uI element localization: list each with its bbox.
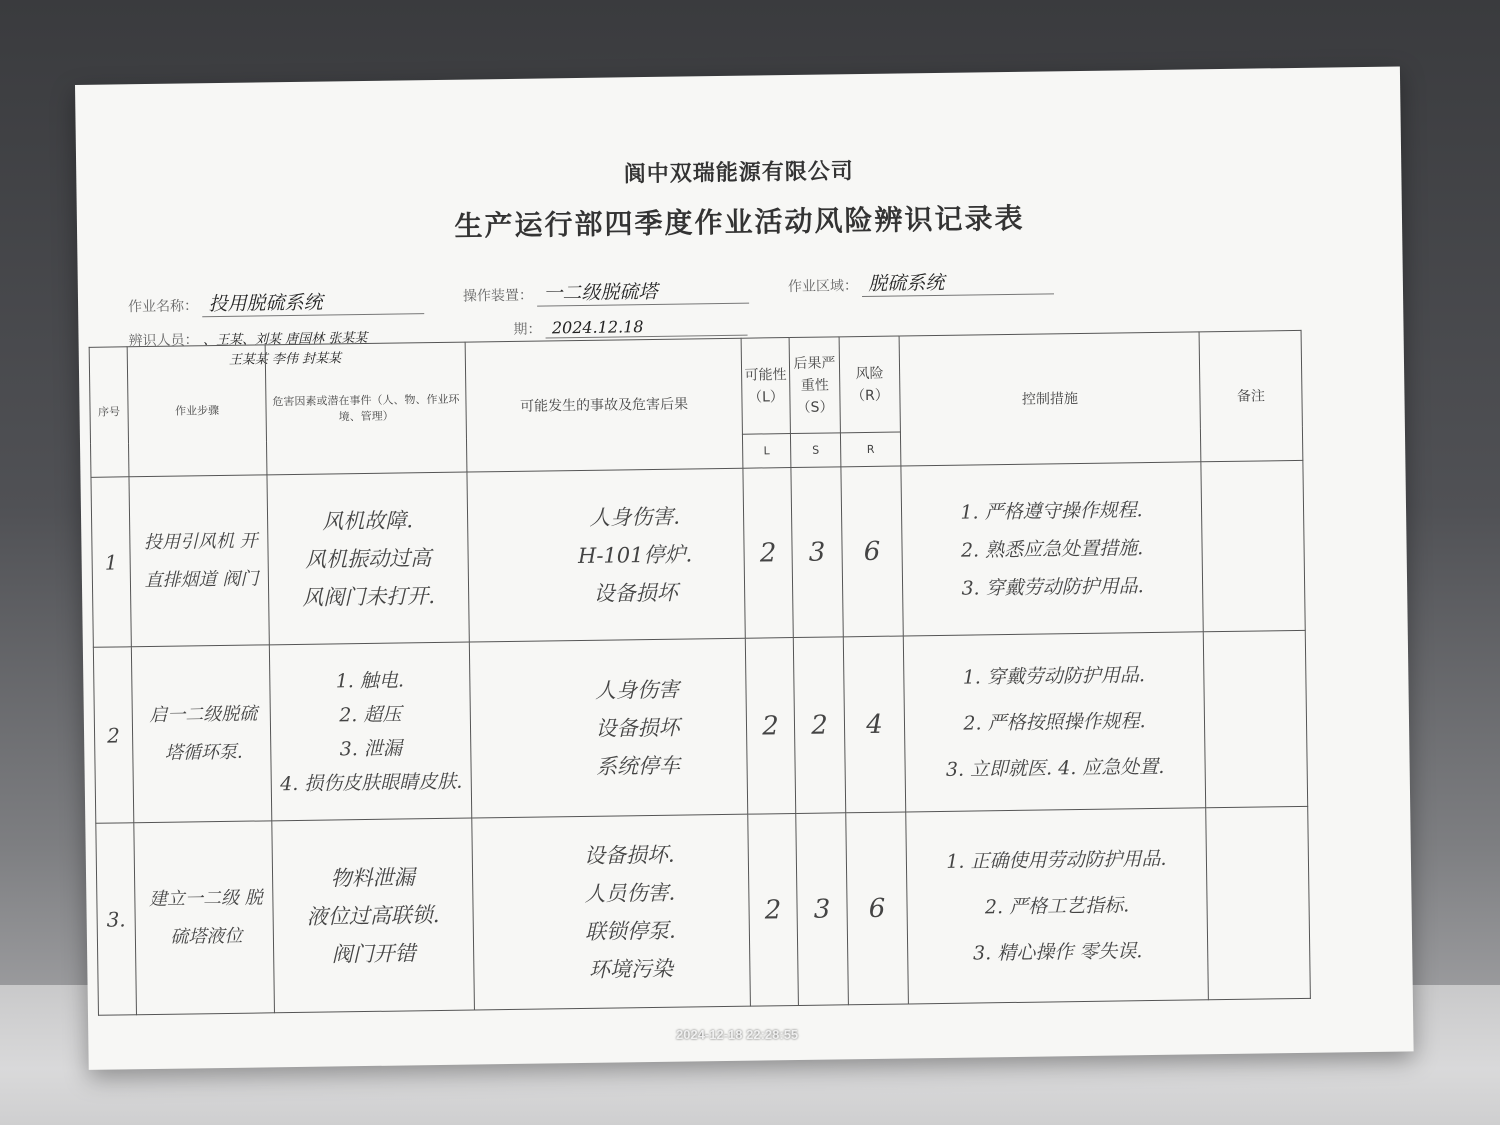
remarks-header: 备注 bbox=[1199, 330, 1303, 461]
row-step: 建立一二级 脱硫塔液位 bbox=[134, 821, 275, 1015]
control-item: 2. 严格工艺指标. bbox=[984, 893, 1130, 918]
row-consequences bbox=[472, 814, 751, 1010]
device-value: 一二级脱硫塔 bbox=[537, 276, 749, 307]
control-item: 2. 熟悉应急处置措施. bbox=[960, 536, 1144, 562]
row-severity: 3 bbox=[791, 467, 843, 638]
consequence-item: H-101停炉. bbox=[577, 541, 693, 568]
device-row bbox=[463, 276, 750, 308]
risk-table bbox=[89, 330, 1311, 1016]
date-row bbox=[513, 316, 748, 339]
row-risk: 6 bbox=[846, 812, 909, 1005]
consequence-item: 系统停车 bbox=[595, 753, 681, 779]
work-name-label: 作业名称： bbox=[127, 298, 199, 316]
row-seq: 1 bbox=[91, 477, 131, 648]
seq-header: 序号 bbox=[89, 347, 129, 478]
work-name-value: 投用脱硫系统 bbox=[202, 286, 424, 317]
control-item: 3. 穿戴劳动防护用品. bbox=[961, 574, 1144, 600]
row-consequences bbox=[469, 638, 747, 818]
row-hazards bbox=[269, 642, 471, 821]
consequence-item: 设备损坏 bbox=[595, 715, 680, 741]
hazard-item: 物料泄漏 bbox=[330, 864, 415, 891]
row-severity: 3 bbox=[796, 813, 849, 1006]
area-value: 脱硫系统 bbox=[862, 266, 1054, 297]
control-header: 控制措施 bbox=[899, 332, 1201, 466]
date-label: 期： bbox=[513, 321, 542, 338]
consequence-item: 人身伤害. bbox=[589, 504, 681, 530]
row-hazards bbox=[267, 472, 469, 645]
identifier-value: 、王某、刘某 唐国林 张某某 bbox=[202, 330, 368, 349]
control-item: 1. 正确使用劳动防护用品. bbox=[946, 847, 1167, 873]
row-likelihood: 2 bbox=[745, 638, 795, 815]
device-label: 操作装置： bbox=[462, 287, 534, 305]
row-remarks bbox=[1201, 460, 1305, 631]
company-name: 阆中双瑞能源有限公司 bbox=[623, 159, 854, 188]
table-row bbox=[91, 460, 1305, 647]
row-risk: 4 bbox=[843, 636, 905, 813]
row-seq: 3. bbox=[96, 823, 137, 1016]
risk-header: 风险（R） bbox=[839, 336, 900, 433]
consequence-item: 设备损坏 bbox=[593, 580, 678, 606]
row-consequences bbox=[467, 468, 745, 642]
control-item: 3. 立即就医. 4. 应急处置. bbox=[945, 755, 1165, 781]
s-subheader: S bbox=[790, 433, 840, 468]
consequence-item: 联锁停泵. bbox=[584, 918, 676, 944]
consequence-item: 设备损坏. bbox=[583, 842, 675, 868]
control-item: 3. 精心操作 零失误. bbox=[972, 939, 1143, 965]
likelihood-header: 可能性（L） bbox=[741, 338, 790, 435]
row-likelihood: 2 bbox=[748, 814, 799, 1007]
row-controls bbox=[903, 632, 1205, 812]
hazard-item: 阀门开错 bbox=[331, 940, 416, 966]
row-severity: 2 bbox=[793, 637, 845, 814]
identifier-label: 辨识人员： bbox=[128, 332, 199, 350]
consequence-item: 人身伤害 bbox=[594, 677, 680, 703]
area-label: 作业区域： bbox=[787, 278, 858, 296]
row-risk: 6 bbox=[841, 466, 903, 637]
step-header: 作业步骤 bbox=[127, 345, 267, 477]
row-seq: 2 bbox=[93, 647, 133, 824]
row-controls bbox=[906, 808, 1209, 1004]
hazard-item: 2. 超压 bbox=[339, 703, 402, 726]
consequence-item: 环境污染 bbox=[588, 956, 674, 982]
hazard-item: 风机振动过高 bbox=[304, 545, 432, 572]
control-item: 1. 穿戴劳动防护用品. bbox=[962, 663, 1146, 689]
work-name-row bbox=[128, 286, 425, 318]
area-row bbox=[788, 266, 1055, 298]
row-hazards bbox=[272, 818, 475, 1013]
consequence-item: 人员伤害. bbox=[584, 880, 676, 906]
hazard-item: 风机故障. bbox=[322, 507, 414, 534]
r-subheader: R bbox=[840, 432, 900, 467]
hazard-header: 危害因素或潜在事件（人、物、作业环境、管理） bbox=[265, 342, 467, 475]
row-remarks bbox=[1203, 630, 1307, 807]
hazard-item: 风阀门未打开. bbox=[302, 583, 436, 610]
row-controls bbox=[901, 462, 1203, 636]
control-item: 2. 严格按照操作规程. bbox=[963, 709, 1146, 735]
identifier-value-2: 王某某 李伟 封某某 bbox=[228, 351, 342, 368]
consequence-header: 可能发生的事故及危害后果 bbox=[465, 338, 743, 472]
control-item: 1. 严格遵守操作规程. bbox=[960, 498, 1143, 524]
photo-timestamp: 2024-12-18 22:28:55 bbox=[676, 1027, 799, 1042]
record-sheet bbox=[75, 67, 1414, 1070]
row-step: 投用引风机 开直排烟道 阀门 bbox=[129, 475, 269, 647]
row-likelihood: 2 bbox=[743, 468, 793, 639]
document-title: 生产运行部四季度作业活动风险辨识记录表 bbox=[454, 201, 1025, 243]
hazard-item: 液位过高联锁. bbox=[306, 902, 440, 929]
date-value: 2024.12.18 bbox=[546, 316, 748, 339]
hazard-item: 4. 损伤皮肤眼睛皮肤. bbox=[280, 770, 463, 795]
row-remarks bbox=[1206, 806, 1311, 999]
hazard-item: 1. 触电. bbox=[335, 668, 405, 692]
table-row bbox=[96, 806, 1311, 1015]
header-row bbox=[89, 330, 1302, 443]
row-step: 启一二级脱硫 塔循环泵. bbox=[131, 645, 271, 823]
severity-header: 后果严重性（S） bbox=[789, 337, 840, 434]
hazard-item: 3. 泄漏 bbox=[339, 737, 403, 760]
l-subheader: L bbox=[742, 434, 790, 469]
table-row bbox=[93, 630, 1307, 823]
